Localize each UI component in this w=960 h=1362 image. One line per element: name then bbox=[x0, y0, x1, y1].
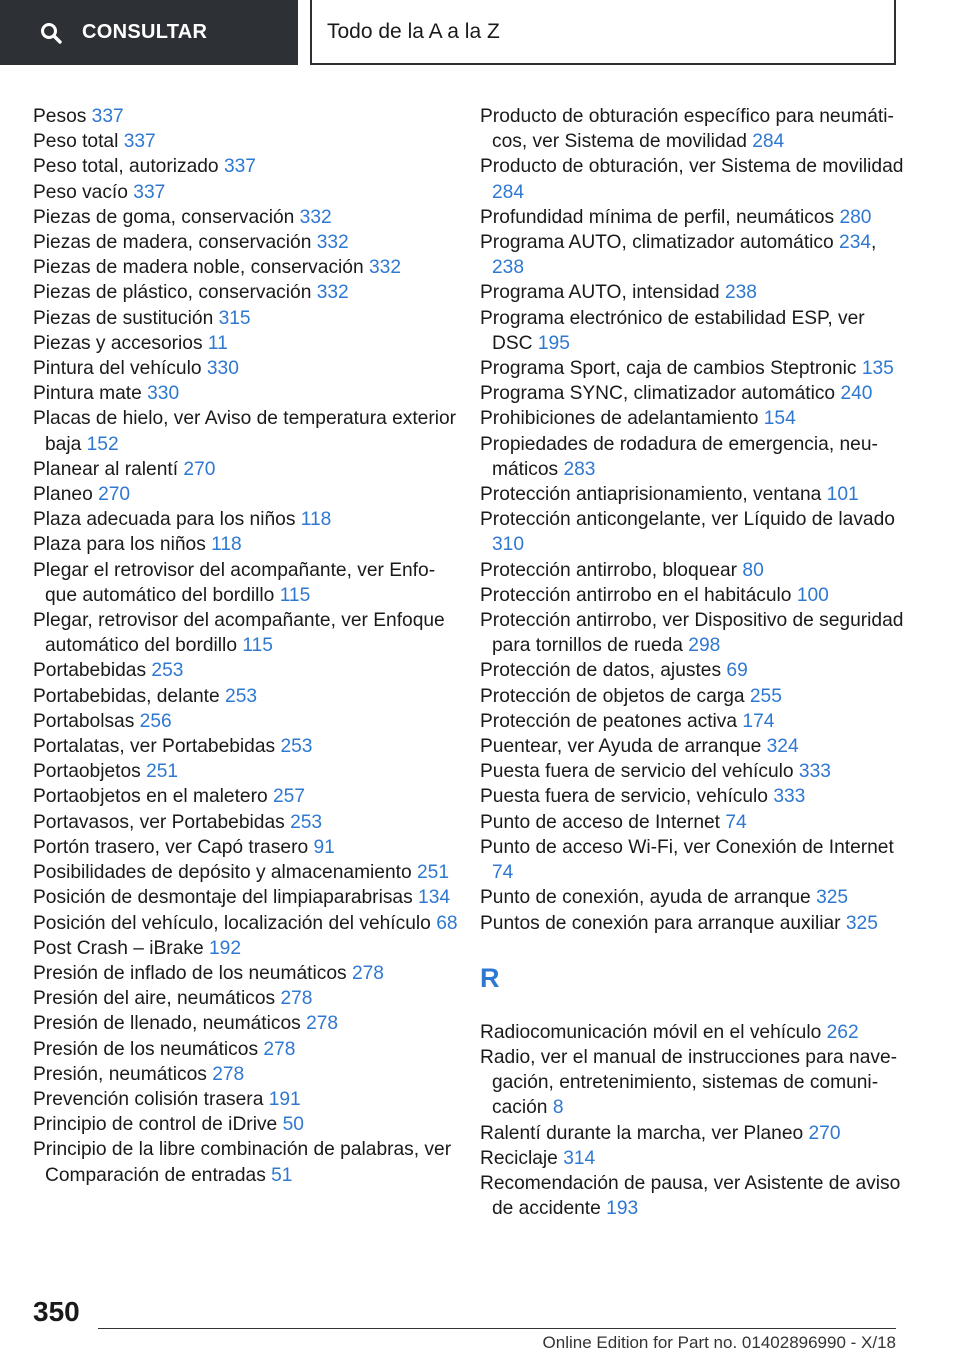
index-entry bbox=[480, 1171, 910, 1221]
index-entry-term: Portón trasero, ver Capó trasero bbox=[33, 836, 309, 858]
index-entry-term: Protección de peatones activa bbox=[480, 710, 738, 732]
index-entry bbox=[480, 306, 910, 356]
index-entry bbox=[33, 684, 458, 709]
index-entry bbox=[33, 885, 458, 910]
page-link[interactable]: 324 bbox=[766, 736, 799, 758]
page-link[interactable]: 11 bbox=[207, 332, 228, 354]
page-link[interactable]: 115 bbox=[242, 635, 273, 657]
page-link[interactable]: 195 bbox=[537, 332, 570, 354]
footer-divider bbox=[98, 1328, 896, 1329]
index-entry bbox=[33, 709, 458, 734]
index-entry bbox=[33, 205, 458, 230]
page-link[interactable]: 174 bbox=[742, 710, 775, 732]
page-link[interactable]: 284 bbox=[752, 131, 785, 153]
index-entry bbox=[33, 306, 458, 331]
index-entry bbox=[33, 961, 458, 986]
index-entry bbox=[480, 154, 910, 204]
index-entry bbox=[480, 1045, 910, 1121]
index-entry-term: Propiedades de rodadura de emergencia, neumáticos bbox=[480, 433, 878, 480]
index-entry-term: Ralentí durante la marcha, ver Planeo bbox=[480, 1122, 804, 1144]
index-entry-term: Puesta fuera de servicio, vehículo bbox=[480, 786, 768, 808]
index-entry-term: Punto de conexión, ayuda de arranque bbox=[480, 887, 811, 909]
index-entry bbox=[480, 507, 910, 557]
page-link[interactable]: 284 bbox=[492, 181, 525, 203]
index-entry-term: Plaza adecuada para los niños bbox=[33, 509, 296, 531]
page-link[interactable]: 278 bbox=[351, 962, 384, 984]
page-link[interactable]: 325 bbox=[845, 912, 878, 934]
index-entry bbox=[480, 885, 910, 910]
index-entry-term: Protección antiaprisionamiento, ventana bbox=[480, 484, 822, 506]
page-link[interactable]: 74 bbox=[725, 811, 747, 833]
index-entry-term: Presión de los neumáticos bbox=[33, 1038, 259, 1060]
atoz-tab[interactable] bbox=[310, 0, 896, 65]
page-link[interactable]: 191 bbox=[268, 1088, 301, 1110]
page-link[interactable]: 51 bbox=[271, 1164, 293, 1186]
page-link[interactable]: 332 bbox=[316, 232, 349, 254]
index-entry-term: Portabebidas, delante bbox=[33, 685, 220, 707]
index-entry bbox=[33, 180, 458, 205]
page-link[interactable]: 118 bbox=[300, 509, 332, 531]
page-number: 350 bbox=[33, 1296, 80, 1327]
index-entry bbox=[480, 911, 910, 936]
index-entry-term: Posición de desmontaje del limpiaparabrisas bbox=[33, 887, 413, 909]
page-link[interactable]: 192 bbox=[208, 937, 241, 959]
page-link[interactable]: 270 bbox=[808, 1122, 841, 1144]
index-entry-term: Protección antirrobo, bloquear bbox=[480, 559, 738, 581]
page-link[interactable]: 255 bbox=[749, 685, 782, 707]
index-entry-term: Punto de acceso Wi-Fi, ver Conexión de Internet bbox=[480, 836, 894, 858]
page-link[interactable]: 278 bbox=[212, 1063, 245, 1085]
index-entry bbox=[480, 835, 910, 885]
page-link[interactable]: 337 bbox=[123, 131, 156, 153]
index-entry-term: Profundidad mínima de perfil, neumáticos bbox=[480, 206, 835, 228]
page-link[interactable]: 101 bbox=[826, 484, 859, 506]
index-entry bbox=[33, 255, 458, 280]
page-link[interactable]: 337 bbox=[133, 181, 166, 203]
index-entry bbox=[480, 784, 910, 809]
index-entry bbox=[480, 684, 910, 709]
index-entry-term: Post Crash – iBrake bbox=[33, 937, 204, 959]
index-entry bbox=[480, 810, 910, 835]
page-link[interactable]: 280 bbox=[839, 206, 872, 228]
index-entry bbox=[480, 482, 910, 507]
index-entry bbox=[33, 936, 458, 961]
index-entry-term: Radio, ver el manual de instrucciones para navegación, entretenimiento, sistemas de comunicación bbox=[480, 1046, 898, 1119]
index-entry-term: Piezas de madera, conservación bbox=[33, 232, 312, 254]
index-entry bbox=[480, 658, 910, 683]
page-link[interactable]: 278 bbox=[306, 1013, 339, 1035]
index-entry bbox=[33, 507, 458, 532]
atoz-tab-label: Todo de la A a la Z bbox=[327, 19, 500, 43]
index-entry bbox=[33, 406, 458, 456]
index-column-left bbox=[33, 104, 458, 1188]
page-link[interactable]: 333 bbox=[798, 761, 831, 783]
index-entry-term: Piezas de plástico, conservación bbox=[33, 282, 312, 304]
index-entry bbox=[480, 709, 910, 734]
page-link[interactable]: 91 bbox=[313, 836, 335, 858]
index-entry-term: Programa AUTO, intensidad bbox=[480, 282, 720, 304]
page-link[interactable]: 134 bbox=[418, 887, 451, 909]
index-entry bbox=[480, 230, 910, 280]
index-entry-term: Presión, neumáticos bbox=[33, 1063, 207, 1085]
index-entry-term: Placas de hielo, ver Aviso de temperatura exterior baja bbox=[33, 408, 457, 455]
index-entry-term: Punto de acceso de Internet bbox=[480, 811, 721, 833]
index-entry bbox=[33, 154, 458, 179]
page-link[interactable]: 100 bbox=[796, 584, 829, 606]
index-entry bbox=[33, 810, 458, 835]
page-link[interactable]: 325 bbox=[816, 887, 849, 909]
index-entry-term: Presión de llenado, neumáticos bbox=[33, 1013, 301, 1035]
index-entry-term: Plegar, retrovisor del acompañante, ver Enfoque automático del bordillo bbox=[33, 610, 445, 657]
page-link[interactable]: 262 bbox=[826, 1021, 859, 1043]
index-entry bbox=[33, 331, 458, 356]
index-entry-term: Piezas de goma, conservación bbox=[33, 206, 295, 228]
page-link[interactable]: 152 bbox=[86, 433, 119, 455]
index-entry bbox=[33, 1087, 458, 1112]
page-link[interactable]: 257 bbox=[273, 786, 306, 808]
page-link[interactable]: 251 bbox=[417, 862, 450, 884]
index-entry-term: Puentear, ver Ayuda de arranque bbox=[480, 736, 762, 758]
index-entry-term: Protección de objetos de carga bbox=[480, 685, 745, 707]
index-entry-term: Programa Sport, caja de cambios Steptronic bbox=[480, 358, 857, 380]
index-entry-term: Portavasos, ver Portabebidas bbox=[33, 811, 285, 833]
page-link[interactable]: 337 bbox=[91, 106, 124, 127]
consult-tab[interactable] bbox=[0, 0, 298, 65]
index-entry-term: Portabebidas bbox=[33, 660, 147, 682]
section-letter-r: R bbox=[480, 962, 500, 993]
index-entry bbox=[33, 356, 458, 381]
index-entry-term: Recomendación de pausa, ver Asistente de aviso de accidente bbox=[480, 1172, 901, 1220]
index-entry-term: Posibilidades de depósito y almacenamiento bbox=[33, 862, 412, 884]
page-link[interactable]: 115 bbox=[279, 584, 311, 606]
index-entry bbox=[480, 280, 910, 305]
index-entry bbox=[33, 129, 458, 154]
index-entry bbox=[33, 1112, 458, 1137]
index-entry-term: Piezas de sustitución bbox=[33, 307, 214, 329]
page-link[interactable]: 298 bbox=[688, 635, 721, 657]
page-link[interactable]: 256 bbox=[139, 710, 172, 732]
index-entry bbox=[480, 583, 910, 608]
page-link[interactable]: 80 bbox=[742, 559, 764, 581]
index-entry-term: Posición del vehículo, localización del vehículo bbox=[33, 912, 431, 934]
index-entry-term: Principio de la libre combinación de palabras, ver Comparación de entradas bbox=[33, 1139, 452, 1186]
index-entry-term: Planear al ralentí bbox=[33, 458, 179, 480]
index-entry-term: Protección anticongelante, ver Líquido de lavado bbox=[480, 509, 895, 531]
index-entry bbox=[33, 1011, 458, 1036]
page-link[interactable]: 118 bbox=[211, 534, 242, 556]
index-entry-term: Portaobjetos bbox=[33, 761, 141, 783]
index-entry-term: Programa AUTO, climatizador automático bbox=[480, 232, 834, 254]
index-entry-term: Presión del aire, neumáticos bbox=[33, 988, 276, 1010]
index-entry bbox=[480, 1146, 910, 1171]
page-link[interactable]: 238 bbox=[724, 282, 757, 304]
index-entry bbox=[33, 734, 458, 759]
index-entry bbox=[480, 356, 910, 381]
page-link[interactable]: 310 bbox=[492, 534, 525, 556]
page-link[interactable]: 332 bbox=[369, 257, 402, 279]
index-entry-term: Puntos de conexión para arranque auxiliar bbox=[480, 912, 841, 934]
index-entry bbox=[480, 104, 910, 154]
page-link[interactable]: 332 bbox=[316, 282, 349, 304]
index-entry-term: Reciclaje bbox=[480, 1147, 558, 1169]
index-entry bbox=[33, 1062, 458, 1087]
page-link[interactable]: 253 bbox=[280, 736, 313, 758]
page-link[interactable]: 68 bbox=[436, 912, 458, 934]
page-link[interactable]: 253 bbox=[290, 811, 323, 833]
index-entry bbox=[33, 658, 458, 683]
index-entry-term: Pintura mate bbox=[33, 383, 142, 405]
index-entry bbox=[480, 381, 910, 406]
index-entry-term: Principio de control de iDrive bbox=[33, 1114, 278, 1136]
page-link[interactable]: 270 bbox=[183, 458, 216, 480]
index-entry-term: Pintura del vehículo bbox=[33, 358, 202, 380]
page-link[interactable]: 337 bbox=[223, 156, 256, 178]
index-entry bbox=[480, 1121, 910, 1146]
index-entry-term: Presión de inflado de los neumáticos bbox=[33, 962, 347, 984]
index-entry bbox=[33, 986, 458, 1011]
index-entry-term: Producto de obturación específico para neumáticos, ver Sistema de movilidad bbox=[480, 106, 894, 153]
index-entry-term: Protección antirrobo en el habitáculo bbox=[480, 584, 792, 606]
page-link[interactable]: 314 bbox=[563, 1147, 596, 1169]
index-entry bbox=[33, 759, 458, 784]
index-entry bbox=[33, 482, 458, 507]
page-link[interactable]: 234 bbox=[839, 232, 872, 254]
index-entry bbox=[480, 406, 910, 431]
index-entry-term: Producto de obturación, ver Sistema de movilidad bbox=[480, 156, 904, 178]
index-entry bbox=[33, 784, 458, 809]
index-entry bbox=[33, 381, 458, 406]
index-entry bbox=[33, 558, 458, 608]
index-entry-term: Portabolsas bbox=[33, 710, 135, 732]
index-entry bbox=[480, 558, 910, 583]
page-link[interactable]: 270 bbox=[98, 484, 131, 506]
page-link[interactable]: 333 bbox=[773, 786, 806, 808]
index-entry-term: Planeo bbox=[33, 484, 93, 506]
index-entry bbox=[480, 1020, 910, 1045]
index-entry bbox=[33, 835, 458, 860]
page-link[interactable]: 330 bbox=[206, 358, 239, 380]
page-link[interactable]: 69 bbox=[726, 660, 748, 682]
search-icon bbox=[40, 22, 62, 44]
index-entry bbox=[33, 280, 458, 305]
index-entry-term: Piezas de madera noble, conservación bbox=[33, 257, 364, 279]
index-entry-term: Pesos bbox=[33, 106, 87, 127]
page-link[interactable]: 283 bbox=[563, 458, 596, 480]
page-link[interactable]: 330 bbox=[147, 383, 180, 405]
index-entry-term: Plegar el retrovisor del acompañante, ver Enfoque automático del bordillo bbox=[33, 559, 436, 606]
index-column-right bbox=[480, 104, 910, 1221]
index-entry bbox=[33, 860, 458, 885]
index-entry-term: Peso total bbox=[33, 131, 119, 153]
index-entry-term: Prevención colisión trasera bbox=[33, 1088, 264, 1110]
index-entry bbox=[33, 532, 458, 557]
index-entry bbox=[480, 759, 910, 784]
page-link[interactable]: 278 bbox=[263, 1038, 296, 1060]
index-entry bbox=[480, 432, 910, 482]
page-link[interactable]: 332 bbox=[299, 206, 332, 228]
index-entry-term: Portalatas, ver Portabebidas bbox=[33, 736, 276, 758]
index-entry bbox=[33, 230, 458, 255]
index-entry-term: Piezas y accesorios bbox=[33, 332, 203, 354]
page-link[interactable]: 238 bbox=[492, 257, 525, 279]
index-entry-term: Protección de datos, ajustes bbox=[480, 660, 722, 682]
index-entry bbox=[33, 104, 458, 129]
page-link[interactable]: 253 bbox=[151, 660, 184, 682]
index-entry-term: Plaza para los niños bbox=[33, 534, 206, 556]
page-link[interactable]: 154 bbox=[763, 408, 796, 430]
page-separator: , bbox=[871, 232, 877, 254]
index-group-r bbox=[480, 1020, 910, 1222]
page-link[interactable]: 135 bbox=[861, 358, 894, 380]
footer-edition: Online Edition for Part no. 01402896990 - X/18 bbox=[542, 1333, 896, 1352]
page-link[interactable]: 253 bbox=[225, 685, 258, 707]
index-entry-term: Programa electrónico de estabilidad ESP, ver DSC bbox=[480, 307, 865, 354]
index-entry bbox=[480, 734, 910, 759]
page-link[interactable]: 50 bbox=[282, 1114, 304, 1136]
index-entry-term: Portaobjetos en el maletero bbox=[33, 786, 268, 808]
index-group-p bbox=[480, 104, 910, 936]
index-entry-term: Programa SYNC, climatizador automático bbox=[480, 383, 836, 405]
index-entry-term: Peso total, autorizado bbox=[33, 156, 219, 178]
page-link[interactable]: 193 bbox=[606, 1198, 639, 1220]
index-entry-term: Peso vacío bbox=[33, 181, 128, 203]
index-entry bbox=[33, 911, 458, 936]
index-entry-term: Radiocomunicación móvil en el vehículo bbox=[480, 1021, 822, 1043]
index-entry bbox=[480, 608, 910, 658]
index-entry-term: Protección antirrobo, ver Dispositivo de seguridad para tornillos de rueda bbox=[480, 610, 904, 657]
page-link[interactable]: 251 bbox=[146, 761, 179, 783]
page-link[interactable]: 74 bbox=[492, 862, 514, 884]
index-entry-term: Prohibiciones de adelantamiento bbox=[480, 408, 759, 430]
index-entry bbox=[33, 1137, 458, 1187]
index-entry bbox=[33, 457, 458, 482]
page-link[interactable]: 315 bbox=[218, 307, 251, 329]
index-entry bbox=[33, 608, 458, 658]
index-entry bbox=[480, 205, 910, 230]
page-link[interactable]: 240 bbox=[840, 383, 873, 405]
page-link[interactable]: 278 bbox=[280, 988, 313, 1010]
index-entry bbox=[33, 1037, 458, 1062]
consult-tab-label: CONSULTAR bbox=[82, 21, 208, 43]
index-entry-term: Puesta fuera de servicio del vehículo bbox=[480, 761, 794, 783]
page-link[interactable]: 8 bbox=[552, 1097, 564, 1119]
